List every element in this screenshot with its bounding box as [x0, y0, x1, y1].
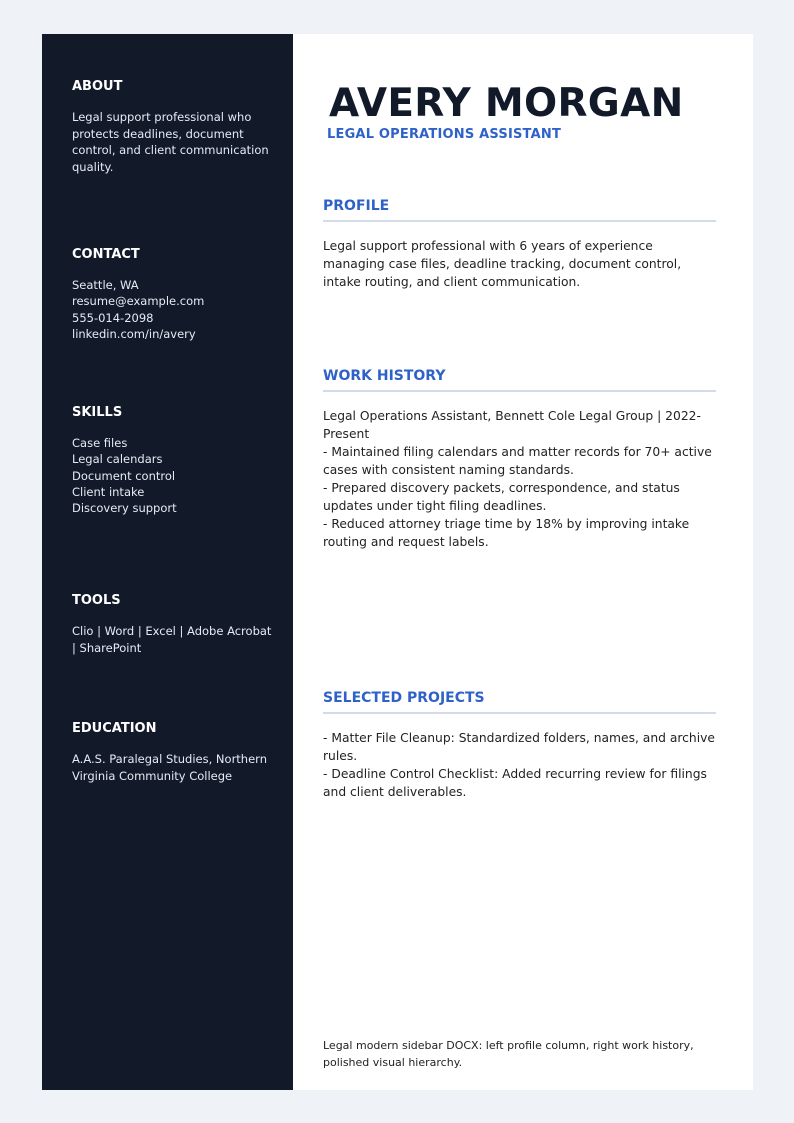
- work-bullet: - Maintained filing calendars and matter records for 70+ active cases with consistent naming standards.: [323, 445, 712, 477]
- profile-title: PROFILE: [323, 197, 716, 222]
- work-history-body: [323, 407, 716, 551]
- skill-item: Case files: [72, 436, 128, 450]
- profile-text: Legal support professional with 6 years of experience managing case files, deadline tracking, document control, intake routing, and client communication.: [323, 239, 682, 289]
- skill-item: Discovery support: [72, 501, 177, 516]
- projects-title: SELECTED PROJECTS: [323, 689, 716, 714]
- contact-section: [72, 247, 272, 342]
- main-column: [293, 34, 753, 1090]
- work-history-section: [323, 367, 716, 551]
- skill-item: Client intake: [72, 484, 145, 499]
- job-title: Legal Operations Assistant, Bennett Cole Legal Group | 2022-Present: [323, 409, 701, 441]
- work-bullet: - Reduced attorney triage time by 18% by improving intake routing and request labels.: [323, 517, 690, 549]
- skill-item: Document control: [72, 468, 176, 483]
- about-heading: ABOUT: [72, 79, 123, 94]
- projects-section: [323, 689, 716, 801]
- contact-phone[interactable]: 555-014-2098: [72, 310, 154, 325]
- resume-page: [42, 34, 753, 1090]
- tools-heading: TOOLS: [72, 593, 121, 608]
- contact-email[interactable]: resume@example.com: [72, 294, 205, 309]
- candidate-role: LEGAL OPERATIONS ASSISTANT: [327, 127, 562, 142]
- education-heading: EDUCATION: [72, 721, 157, 736]
- project-bullet: - Matter File Cleanup: Standardized folders, names, and archive rules.: [323, 731, 715, 763]
- tools-section: [72, 593, 272, 656]
- about-text: Legal support professional who protects deadlines, document control, and client communication quality.: [72, 110, 269, 174]
- sidebar: [42, 34, 293, 1090]
- contact-heading: CONTACT: [72, 247, 140, 262]
- candidate-name: AVERY MORGAN: [329, 81, 684, 126]
- work-history-title: WORK HISTORY: [323, 367, 716, 392]
- footnote: Legal modern sidebar DOCX: left profile column, right work history, polished visual hierarchy.: [323, 1039, 694, 1069]
- contact-linkedin[interactable]: linkedin.com/in/avery: [72, 326, 196, 341]
- work-bullet: - Prepared discovery packets, correspondence, and status updates under tight filing deadlines.: [323, 481, 680, 513]
- tools-text: Clio | Word | Excel | Adobe Acrobat | SharePoint: [72, 624, 272, 655]
- skill-item: Legal calendars: [72, 452, 163, 467]
- skills-heading: SKILLS: [72, 405, 123, 420]
- skills-section: [72, 405, 272, 516]
- education-text: A.A.S. Paralegal Studies, Northern Virginia Community College: [72, 752, 267, 783]
- profile-section: [323, 197, 716, 291]
- contact-location: Seattle, WA: [72, 278, 139, 292]
- projects-body: [323, 729, 716, 801]
- about-section: [72, 79, 272, 175]
- project-bullet: - Deadline Control Checklist: Added recurring review for filings and client deliverables.: [323, 767, 707, 799]
- education-section: [72, 721, 272, 784]
